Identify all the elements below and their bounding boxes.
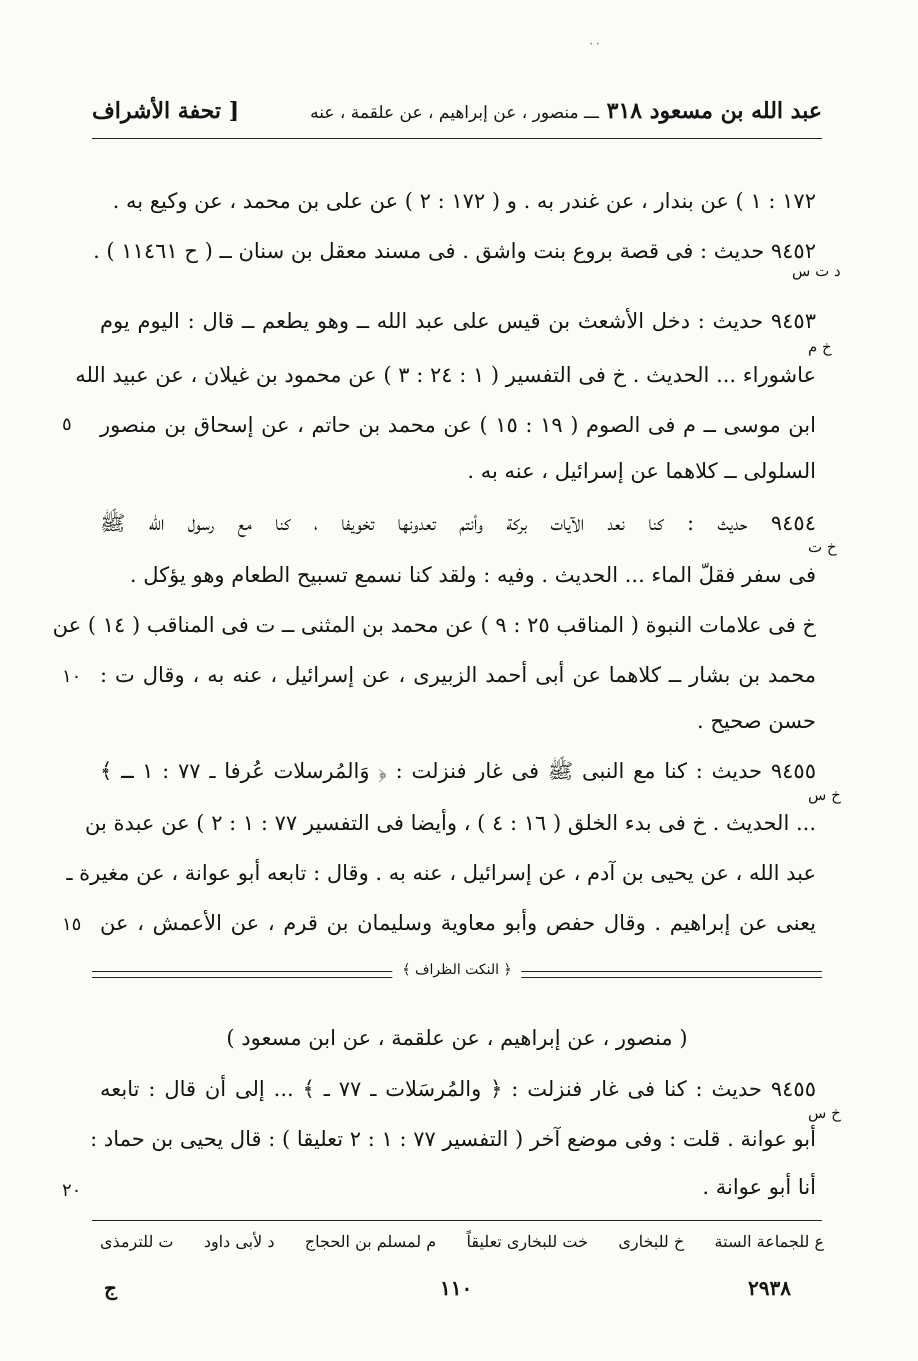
header-chain: ـــ منصور ، عن إبراهيم ، عن علقمة ، عنه: [310, 103, 599, 123]
text-line-14: عبد الله ، عن يحيى بن آدم ، عن إسرائيل ، عنه به . وقال : تابعه أبو عوانة ، عن مغيرة ـ: [66, 861, 816, 885]
text-line-8: فى سفر فقلّ الماء ... الحديث . وفيه : ولقد كنا نسمع تسبيح الطعام وهو يؤكل .: [129, 563, 816, 587]
nukat-line-3: أنا أبو عوانة .: [702, 1175, 816, 1199]
sigla-9452: د ت س: [792, 262, 841, 280]
text-line-5: ابن موسى ــ م فى الصوم ( ١٩ : ١٥ ) عن محمد بن حاتم ، عن إسحاق بن منصور: [100, 413, 816, 437]
header-book-title: [ تحفة الأشراف: [92, 98, 240, 124]
text-line-15: يعنى عن إبراهيم . وقال حفص وأبو معاوية وسليمان بن قرم ، عن الأعمش ، عن: [100, 911, 816, 935]
margin-number-5: ٥: [62, 414, 72, 435]
volume-mark: ج: [104, 1276, 117, 1300]
text-line-9: خ فى علامات النبوة ( المناقب ٢٥ : ٩ ) عن محمد بن المثنى ــ ت فى المناقب ( ١٤ ) عن: [52, 613, 816, 637]
header-rule: [92, 138, 822, 139]
sigla-9455: خ س: [808, 786, 841, 804]
abbreviation-key: [100, 1232, 824, 1251]
sigla-9454: خ ت: [808, 538, 837, 556]
nukat-line-1: ٩٤٥٥ حديث : كنا فى غار فنزلت : ﴿ والمُرسَلات ـ ٧٧ ـ ﴾ ... إلى أن قال : تابعه: [100, 1077, 816, 1101]
key-bukhari: خ للبخارى: [618, 1232, 685, 1251]
text-line-2: ٩٤٥٢ حديث : فى قصة بروع بنت واشق . فى مسند معقل بن سنان ــ ( ح ١١٤٦١ ) .: [93, 239, 816, 263]
text-line-7: ٩٤٥٤ حديث : كنا نعد الآيات بركة وأنتم تعدونها تخويفا ، كنا مع رسول الله ﷺ: [100, 511, 816, 535]
footer-rule: [92, 1220, 822, 1221]
key-bukhari-taliq: خت للبخارى تعليقاً: [466, 1232, 588, 1251]
margin-number-20: ٢٠: [62, 1180, 82, 1201]
text-line-12: ٩٤٥٥ حديث : كنا مع النبى ﷺ فى غار فنزلت : ﴿ وَالمُرسلات عُرفا ـ ٧٧ : ١ ـ ﴾: [100, 759, 816, 783]
running-header: [92, 92, 822, 136]
footer-code: ٢٩٣٨: [748, 1276, 791, 1300]
text-line-6: السلولى ــ كلاهما عن إسرائيل ، عنه به .: [467, 459, 816, 483]
text-line-11: حسن صحيح .: [696, 709, 816, 733]
nukat-heading: ( منصور ، عن إبراهيم ، عن علقمة ، عن ابن مسعود ): [226, 1026, 688, 1050]
margin-number-10: ١٠: [62, 666, 82, 687]
text-line-13: ... الحديث . خ فى بدء الخلق ( ١٦ : ٤ ) ، وأيضا فى التفسير ٧٧ : ١ : ٢ ) عن عبدة بن: [85, 811, 816, 835]
page-number: ١١٠: [440, 1276, 473, 1300]
text-line-4: عاشوراء ... الحديث . خ فى التفسير ( ١ : ٢٤ : ٣ ) عن محمود بن غيلان ، عن عبيد الله: [75, 363, 816, 387]
text-line-10: محمد بن بشار ــ كلاهما عن أبى أحمد الزبيرى ، عن إسرائيل ، عنه به ، وقال ت :: [100, 663, 816, 687]
key-jamaa: ع للجماعة الستة: [714, 1232, 824, 1251]
header-right: [310, 98, 822, 124]
sigla-9455-nukat: خ س: [808, 1104, 841, 1122]
margin-number-15: ١٥: [62, 914, 82, 935]
text-line-3: ٩٤٥٣ حديث : دخل الأشعث بن قيس على عبد الله ــ وهو يطعم ــ قال : اليوم يوم: [100, 309, 816, 333]
separator-label: ﴿ النكت الظراف ﴾: [392, 962, 521, 978]
header-number: ٣١٨: [606, 98, 643, 124]
text-line-1: ١٧٢ : ١ ) عن بندار ، عن غندر به . و ( ١٧٢ : ٢ ) عن على بن محمد ، عن وكيع به .: [112, 189, 816, 213]
nukat-line-2: أبو عوانة . قلت : وفى موضع آخر ( التفسير ٧٧ : ١ : ٢ تعليقا ) : قال يحيى بن حماد :: [90, 1127, 816, 1151]
key-abu-dawud: د لأبى داود: [203, 1232, 275, 1251]
sigla-9453: خ م: [808, 338, 832, 356]
key-muslim: م لمسلم بن الحجاج: [304, 1232, 437, 1251]
top-mark: ٠٠: [588, 36, 601, 50]
header-author: عبد الله بن مسعود: [649, 98, 822, 124]
key-tirmidhi: ت للترمذى: [100, 1232, 174, 1251]
nukat-separator: [92, 962, 822, 988]
